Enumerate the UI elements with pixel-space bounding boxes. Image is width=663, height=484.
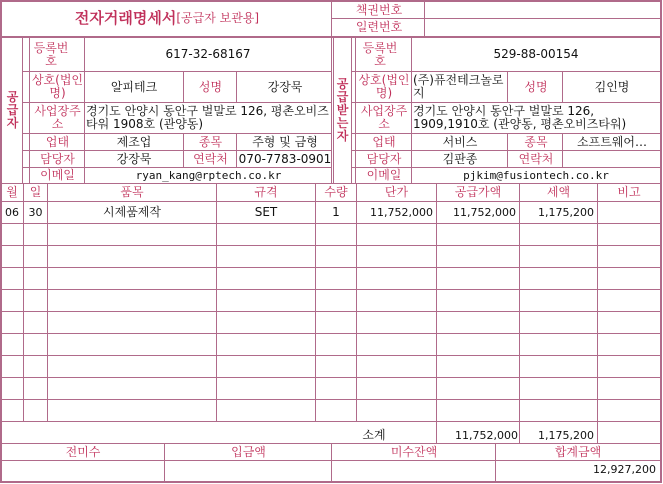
book-no-value: [426, 2, 659, 18]
cell-item: [48, 400, 216, 421]
cell-spec: [217, 224, 315, 245]
buyer-side-label: 공급받는자: [336, 77, 349, 143]
supplier-company-label: 상호(법인명): [31, 73, 84, 100]
total-value: 12,927,200: [593, 462, 656, 476]
cell-supply-amount: [437, 378, 519, 399]
cell-month: [1, 334, 23, 355]
buyer-name-label: 성명: [524, 79, 548, 94]
total-label: 합계금액: [554, 444, 602, 459]
serial-no-value: [426, 19, 659, 36]
v-rule: [507, 71, 508, 102]
buyer-name: 김인명: [594, 79, 630, 94]
v-rule: [355, 37, 356, 184]
v-rule: [660, 0, 662, 483]
buyer-biz-type-label: 업태: [372, 134, 396, 149]
cell-month: [1, 378, 23, 399]
v-rule: [495, 443, 496, 482]
buyer-email-label: 이메일: [366, 168, 402, 182]
serial-no-label: 일련번호: [355, 20, 403, 34]
cell-note: [598, 202, 660, 223]
cell-qty: [316, 400, 356, 421]
cell-unit-price: [357, 268, 436, 289]
supplier-manager-label: 담당자: [40, 151, 75, 166]
cell-day: [24, 356, 47, 377]
cell-supply-amount: [437, 268, 519, 289]
subtotal-tax: 1,175,200: [538, 428, 594, 442]
unpaid-value: [2, 461, 164, 477]
v-rule: [22, 37, 23, 184]
cell-unit-price: 11,752,000: [370, 206, 433, 219]
cell-month: [1, 290, 23, 311]
supplier-contact-label: 연락처: [193, 151, 228, 166]
cell-item: [48, 224, 216, 245]
cell-spec: [217, 312, 315, 333]
cell-day: [24, 224, 47, 245]
cell-unit-price: [357, 378, 436, 399]
cell-qty: [316, 334, 356, 355]
buyer-biz-type: 서비스: [442, 134, 478, 149]
cell-note: [598, 334, 660, 355]
col-header-unit-price: 단가: [384, 185, 409, 199]
cell-day: [24, 312, 47, 333]
v-rule: [436, 421, 437, 443]
cell-qty: [316, 312, 356, 333]
cell-month: [1, 224, 23, 245]
col-header-note: 비고: [617, 185, 641, 199]
cell-supply-amount: [437, 224, 519, 245]
cell-supply-amount: [437, 400, 519, 421]
cell-qty: [316, 378, 356, 399]
buyer-address: 경기도 안양시 동안구 벌말로 126, 1909,1910호 (관양동, 평촌오비즈타워): [413, 104, 627, 131]
supplier-biz-item: 주형 및 금형: [252, 134, 318, 149]
balance-value: [333, 461, 495, 477]
cell-note: [598, 356, 660, 377]
subtotal-label: 소계: [362, 427, 386, 442]
buyer-contact: [564, 151, 660, 167]
cell-day: [24, 378, 47, 399]
col-header-month: 월: [6, 185, 18, 199]
subtotal-note: [599, 427, 659, 443]
supplier-reg-no: 617-32-68167: [165, 47, 251, 61]
book-no-label: 책권번호: [355, 2, 403, 17]
v-rule: [333, 37, 334, 184]
v-rule: [351, 37, 352, 184]
cell-item: [48, 290, 216, 311]
cell-day: [24, 268, 47, 289]
cell-tax: [520, 224, 597, 245]
cell-tax: [520, 246, 597, 267]
col-header-tax: 세액: [546, 185, 571, 199]
cell-unit-price: [357, 246, 436, 267]
title-main: 전자거래명세서: [74, 9, 177, 27]
cell-month: [1, 246, 23, 267]
cell-supply-amount: 11,752,000: [453, 206, 516, 219]
col-header-supply-amount: 공급가액: [454, 185, 502, 199]
supplier-biz-item-label: 종목: [198, 134, 223, 149]
buyer-company: (주)퓨전테크놀로지: [413, 73, 504, 100]
buyer-address-label: 사업장주소: [360, 104, 408, 131]
buyer-biz-item-label: 종목: [524, 134, 548, 149]
supplier-email-label: 이메일: [40, 168, 75, 182]
subtotal-supply: 11,752,000: [455, 428, 518, 442]
deposit-value: [166, 461, 331, 477]
cell-item: [48, 312, 216, 333]
cell-spec: [217, 268, 315, 289]
cell-spec: SET: [254, 205, 278, 219]
supplier-reg-label: 등록번호: [33, 40, 69, 68]
title-sub: [공급자 보관용]: [176, 11, 260, 25]
cell-day: [24, 334, 47, 355]
buyer-company-label: 상호(법인명): [358, 73, 410, 100]
cell-item: [48, 246, 216, 267]
cell-tax: [520, 268, 597, 289]
cell-note: [598, 312, 660, 333]
cell-spec: [217, 334, 315, 355]
cell-qty: [316, 224, 356, 245]
supplier-side-label: 공급자: [6, 90, 19, 130]
deposit-label: 입금액: [231, 444, 266, 459]
cell-supply-amount: [437, 334, 519, 355]
cell-supply-amount: [437, 312, 519, 333]
buyer-manager-label: 담당자: [366, 151, 402, 166]
cell-item: 시제품제작: [103, 205, 161, 219]
cell-supply-amount: [437, 356, 519, 377]
cell-tax: [520, 312, 597, 333]
buyer-reg-no: 529-88-00154: [493, 47, 579, 61]
cell-note: [598, 400, 660, 421]
supplier-biz-type-label: 업태: [45, 134, 70, 149]
col-header-spec: 규격: [254, 185, 278, 199]
cell-tax: [520, 334, 597, 355]
buyer-biz-item: 소프트웨어…: [577, 134, 647, 149]
v-rule: [164, 443, 165, 482]
col-header-qty: 수량: [324, 185, 348, 199]
cell-note: [598, 224, 660, 245]
cell-day: [24, 290, 47, 311]
cell-spec: [217, 290, 315, 311]
cell-unit-price: [357, 224, 436, 245]
cell-spec: [217, 246, 315, 267]
cell-qty: [316, 246, 356, 267]
cell-tax: 1,175,200: [538, 206, 594, 219]
document-title: [2, 2, 332, 35]
cell-unit-price: [357, 312, 436, 333]
cell-note: [598, 290, 660, 311]
cell-tax: [520, 400, 597, 421]
cell-month: [1, 356, 23, 377]
balance-label: 미수잔액: [390, 444, 438, 459]
cell-unit-price: [357, 334, 436, 355]
cell-tax: [520, 378, 597, 399]
cell-month: [1, 400, 23, 421]
col-header-item: 품목: [120, 185, 144, 199]
cell-month: 06: [5, 206, 19, 219]
v-rule: [29, 37, 30, 184]
cell-day: [24, 246, 47, 267]
buyer-manager: 김판종: [442, 151, 478, 166]
supplier-address-label: 사업장주소: [34, 104, 81, 131]
cell-spec: [217, 400, 315, 421]
supplier-contact: 070-7783-0901: [238, 151, 332, 166]
cell-tax: [520, 356, 597, 377]
cell-month: [1, 312, 23, 333]
cell-qty: [316, 356, 356, 377]
cell-item: [48, 378, 216, 399]
cell-day: 30: [28, 206, 43, 219]
supplier-company: 알피테크: [110, 79, 158, 94]
unpaid-label: 전미수: [65, 444, 101, 459]
buyer-contact-label: 연락처: [518, 151, 554, 166]
cell-note: [598, 268, 660, 289]
cell-supply-amount: [437, 246, 519, 267]
cell-item: [48, 356, 216, 377]
cell-note: [598, 246, 660, 267]
cell-unit-price: [357, 356, 436, 377]
cell-qty: [316, 290, 356, 311]
supplier-name: 강장묵: [267, 79, 303, 94]
v-rule: [331, 443, 332, 482]
cell-spec: [217, 356, 315, 377]
col-header-day: 일: [29, 185, 42, 199]
cell-qty: [316, 268, 356, 289]
cell-spec: [217, 378, 315, 399]
supplier-biz-type: 제조업: [116, 134, 152, 149]
buyer-reg-label: 등록번호: [362, 40, 398, 68]
cell-qty: 1: [332, 205, 340, 219]
cell-unit-price: [357, 400, 436, 421]
supplier-email: ryan_kang@rptech.co.kr: [135, 169, 282, 182]
supplier-name-label: 성명: [198, 79, 223, 94]
cell-day: [24, 400, 47, 421]
buyer-email: pjkim@fusiontech.co.kr: [463, 169, 609, 182]
cell-item: [48, 334, 216, 355]
supplier-manager: 강장묵: [116, 151, 152, 166]
cell-month: [1, 268, 23, 289]
h-rule: [0, 421, 660, 422]
cell-item: [48, 268, 216, 289]
cell-supply-amount: [437, 290, 519, 311]
supplier-address: 경기도 안양시 동안구 벌말로 126, 평촌오비즈타워 1908호 (관양동): [86, 104, 329, 131]
cell-tax: [520, 290, 597, 311]
v-rule: [597, 421, 598, 443]
cell-unit-price: [357, 290, 436, 311]
cell-note: [598, 378, 660, 399]
